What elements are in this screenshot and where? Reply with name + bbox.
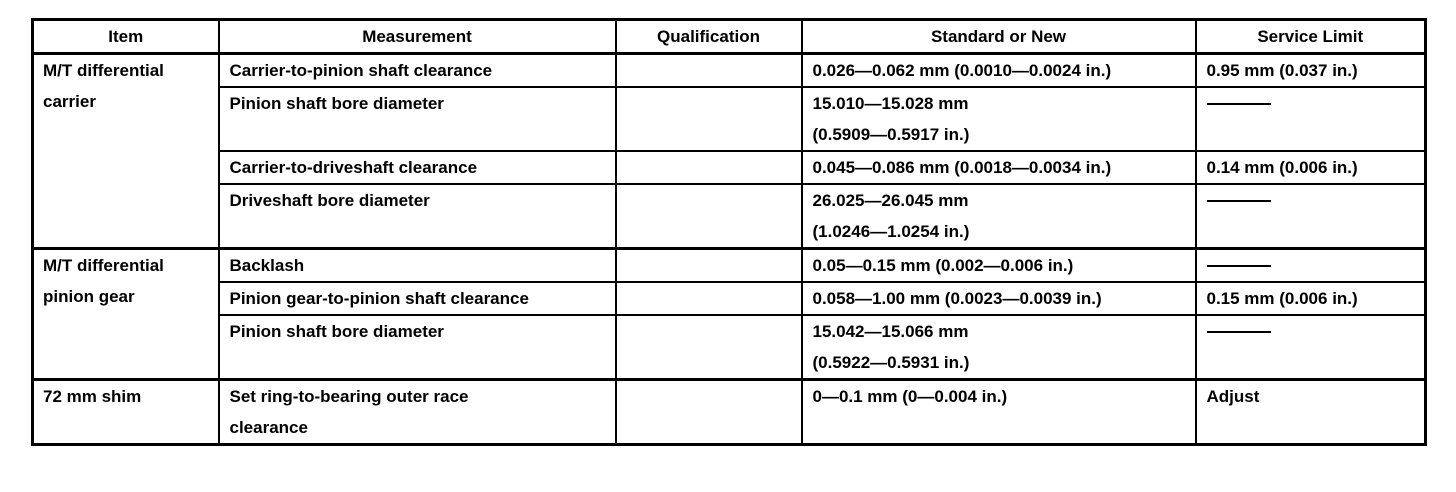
- standard-text: 0—0.1 mm (0—0.004 in.): [812, 387, 1008, 406]
- standard-cell: [802, 87, 1196, 151]
- standard-text: 15.042—15.066 mm: [812, 322, 969, 341]
- standard-text: 26.025—26.045 mm: [812, 191, 969, 210]
- measurement-text: Carrier-to-driveshaft clearance: [229, 158, 478, 177]
- not-applicable-dash: [1207, 200, 1271, 202]
- header-service-limit: Service Limit: [1196, 20, 1426, 54]
- qualification-cell: [616, 315, 802, 380]
- item-cell: [33, 380, 219, 445]
- measurement-cell: [219, 282, 616, 315]
- standard-cell: [802, 54, 1196, 88]
- service-limit-cell: [1196, 184, 1426, 249]
- service-limit-cell: [1196, 249, 1426, 283]
- not-applicable-dash: [1207, 265, 1271, 267]
- measurement-text: Carrier-to-pinion shaft clearance: [229, 61, 493, 80]
- table-row: [33, 249, 1426, 283]
- service-limit-cell: [1196, 282, 1426, 315]
- table-body: [33, 54, 1426, 445]
- service-limit-cell: [1196, 380, 1426, 445]
- standard-cell: [802, 282, 1196, 315]
- measurement-text: Driveshaft bore diameter: [229, 191, 430, 210]
- item-text: M/T differential: [43, 256, 164, 275]
- qualification-cell: [616, 380, 802, 445]
- standard-text: 0.026—0.062 mm (0.0010—0.0024 in.): [812, 61, 1112, 80]
- table-row: [33, 315, 1426, 380]
- item-cell: [33, 249, 219, 380]
- qualification-cell: [616, 54, 802, 88]
- qualification-cell: [616, 87, 802, 151]
- qualification-cell: [616, 282, 802, 315]
- service-limit-text: 0.95 mm (0.037 in.): [1206, 61, 1358, 80]
- not-applicable-dash: [1207, 103, 1271, 105]
- measurement-text: clearance: [229, 418, 308, 437]
- measurement-cell: [219, 54, 616, 88]
- measurement-text: Pinion gear-to-pinion shaft clearance: [229, 289, 529, 308]
- measurement-cell: [219, 315, 616, 380]
- table-row: [33, 54, 1426, 88]
- standard-cell: [802, 151, 1196, 184]
- table-row: [33, 151, 1426, 184]
- table-row: [33, 87, 1426, 151]
- standard-text: 15.010—15.028 mm: [812, 94, 969, 113]
- service-limit-text: 0.14 mm (0.006 in.): [1206, 158, 1358, 177]
- measurement-cell: [219, 184, 616, 249]
- measurement-text: Set ring-to-bearing outer race: [229, 387, 469, 406]
- header-item: Item: [33, 20, 219, 54]
- spec-table: [31, 18, 1427, 446]
- standard-text: (1.0246—1.0254 in.): [812, 222, 970, 241]
- standard-cell: [802, 380, 1196, 445]
- measurement-text: Pinion shaft bore diameter: [229, 322, 444, 341]
- header-row: [33, 20, 1426, 54]
- standard-cell: [802, 315, 1196, 380]
- measurement-cell: [219, 87, 616, 151]
- service-limit-cell: [1196, 151, 1426, 184]
- not-applicable-dash: [1207, 331, 1271, 333]
- standard-cell: [802, 249, 1196, 283]
- standard-cell: [802, 184, 1196, 249]
- standard-text: (0.5922—0.5931 in.): [812, 353, 970, 372]
- qualification-cell: [616, 184, 802, 249]
- standard-text: 0.045—0.086 mm (0.0018—0.0034 in.): [812, 158, 1112, 177]
- table-row: [33, 184, 1426, 249]
- service-limit-text: 0.15 mm (0.006 in.): [1206, 289, 1358, 308]
- item-text: pinion gear: [43, 287, 135, 306]
- measurement-cell: [219, 249, 616, 283]
- header-standard: Standard or New: [802, 20, 1196, 54]
- measurement-cell: [219, 151, 616, 184]
- service-limit-cell: [1196, 87, 1426, 151]
- table-row: [33, 282, 1426, 315]
- item-text: carrier: [43, 92, 96, 111]
- service-limit-text: Adjust: [1206, 387, 1260, 406]
- qualification-cell: [616, 249, 802, 283]
- service-limit-cell: [1196, 315, 1426, 380]
- item-text: 72 mm shim: [43, 387, 142, 406]
- item-cell: [33, 54, 219, 249]
- table-row: [33, 380, 1426, 445]
- measurement-cell: [219, 380, 616, 445]
- measurement-text: Backlash: [229, 256, 305, 275]
- measurement-text: Pinion shaft bore diameter: [229, 94, 444, 113]
- service-limit-cell: [1196, 54, 1426, 88]
- qualification-cell: [616, 151, 802, 184]
- header-qualification: Qualification: [616, 20, 802, 54]
- header-measurement: Measurement: [219, 20, 616, 54]
- standard-text: 0.05—0.15 mm (0.002—0.006 in.): [812, 256, 1074, 275]
- item-text: M/T differential: [43, 61, 164, 80]
- standard-text: (0.5909—0.5917 in.): [812, 125, 970, 144]
- standard-text: 0.058—1.00 mm (0.0023—0.0039 in.): [812, 289, 1102, 308]
